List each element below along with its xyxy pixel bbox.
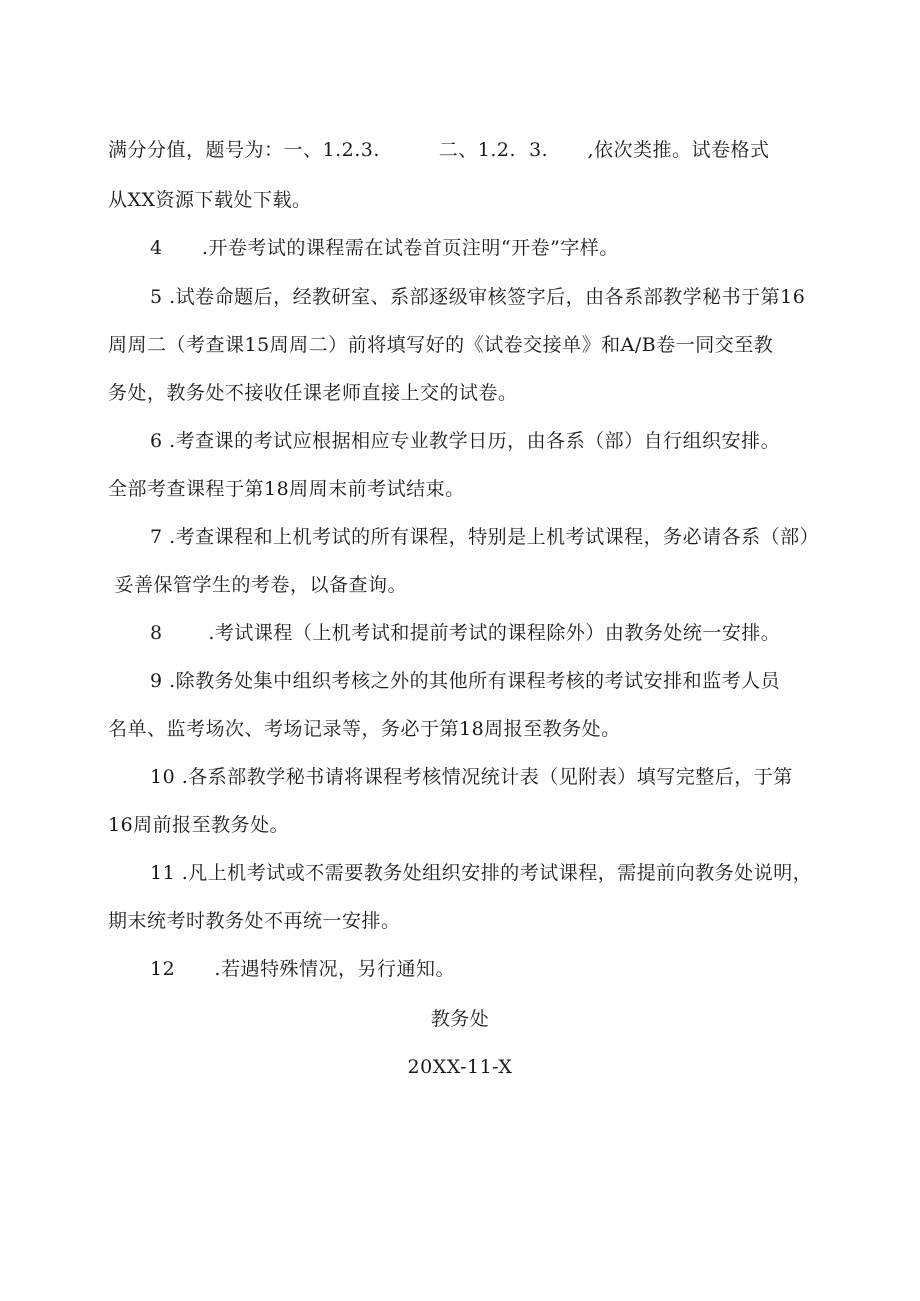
item-6: 6 .考查课的考试应根据相应专业教学日历，由各系（部）自行组织安排。 <box>150 430 781 452</box>
item-11: 11 .凡上机考试或不需要教务处组织安排的考试课程，需提前向教务处说明， <box>150 862 813 884</box>
signature-office: 教务处 <box>430 1008 490 1030</box>
item-12: 12 .若遇特殊情况，另行通知。 <box>150 958 455 980</box>
item-5-continued-1: 周周二（考查课15周周二）前将填写好的《试卷交接单》和A/B卷一同交至教 <box>108 334 774 356</box>
item-7-continued: 妥善保管学生的考卷，以备查询。 <box>108 574 408 596</box>
item-7: 7 .考查课程和上机考试的所有课程，特别是上机考试课程，务必请各系（部） <box>150 526 820 548</box>
item-9: 9 .除教务处集中组织考核之外的其他所有课程考核的考试安排和监考人员 <box>150 670 781 692</box>
item-6-continued: 全部考查课程于第18周周末前考试结束。 <box>108 478 465 500</box>
signature-date: 20XX-11-X <box>407 1056 513 1078</box>
item-10: 10 .各系部教学秘书请将课程考核情况统计表（见附表）填写完整后，于第 <box>150 766 793 788</box>
item-8: 8 .考试课程（上机考试和提前考试的课程除外）由教务处统一安排。 <box>150 622 781 644</box>
item-11-continued: 期末统考时教务处不再统一安排。 <box>108 910 401 932</box>
item-10-continued: 16周前报至教务处。 <box>108 814 290 836</box>
item-9-continued: 名单、监考场次、考场记录等，务必于第18周报至教务处。 <box>108 718 621 740</box>
paragraph-line-scoring: 满分分值，题号为：一、1.2.3. 二、1.2. 3. ,依次类推。试卷格式 <box>108 139 770 161</box>
item-5-continued-2: 务处，教务处不接收任课老师直接上交的试卷。 <box>108 382 518 404</box>
paragraph-line-download: 从XX资源下载处下载。 <box>108 189 312 211</box>
item-5: 5 .试卷命题后，经教研室、系部逐级审核签字后，由各系部教学秘书于第16 <box>150 286 806 308</box>
item-4: 4 .开卷考试的课程需在试卷首页注明“开卷”字样。 <box>150 237 619 259</box>
